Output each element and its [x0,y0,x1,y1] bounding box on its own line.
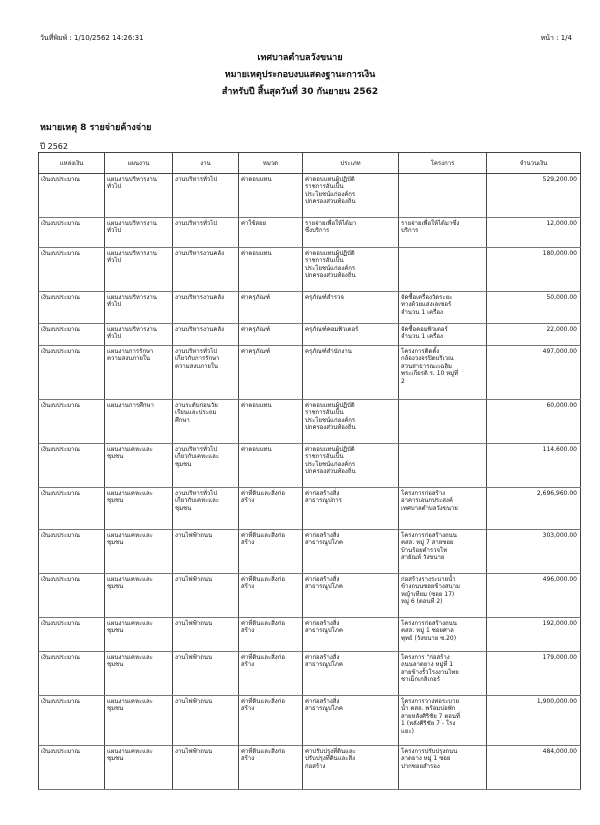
type-cell: ค่าตอบแทนผู้ปฏิบัติ ราชการอันเป็น ประโยชน์แก่องค์กร ปกครองส่วนท้องถิ่น [303,248,399,292]
table-row [39,530,581,574]
project-cell: โครงการก่อสร้างถนน คสล. หมู่ 7 สายซอย บ้านร้อยตำรวจโท สายัณห์ วังขนาย [399,530,487,574]
work-cell: งานไฟฟ้าถนน [173,652,239,696]
amount-cell: 180,000.00 [487,248,581,292]
column-header: แผนงาน [105,153,173,174]
amount-cell: 60,000.00 [487,400,581,444]
report-titles [0,50,600,101]
amount-cell: 114,600.00 [487,444,581,488]
page-bottom-edge [0,817,600,825]
source-cell: เงินงบประมาณ [39,488,105,530]
type-cell: ค่าตอบแทนผู้ปฏิบัติ ราชการอันเป็น ประโยชน์แก่องค์กร ปกครองส่วนท้องถิ่น [303,174,399,218]
plan-cell: แผนงานเคหะและ ชุมชน [105,746,173,790]
column-header: แหล่งเงิน [39,153,105,174]
year-label: ปี 2562 [40,142,68,151]
plan-cell: แผนงานเคหะและ ชุมชน [105,530,173,574]
column-header: จำนวนเงิน [487,153,581,174]
amount-cell: 179,000.00 [487,652,581,696]
category-cell: ค่าตอบแทน [239,400,303,444]
work-cell: งานบริหารทั่วไป [173,218,239,248]
plan-cell: แผนงานบริหารงาน ทั่วไป [105,174,173,218]
category-cell: ค่าครุภัณฑ์ [239,324,303,346]
plan-cell: แผนงานบริหารงาน ทั่วไป [105,248,173,292]
type-cell: ค่าก่อสร้างสิ่ง สาธารณูปโภค [303,652,399,696]
table-row [39,324,581,346]
work-cell: งานบริหารทั่วไป เกี่ยวกับการรักษา ความสงบภายใน [173,346,239,400]
source-cell: เงินงบประมาณ [39,324,105,346]
period-title: สำหรับปี สิ้นสุดวันที่ 30 กันยายน 2562 [221,87,379,97]
table-row [39,248,581,292]
type-cell: ครุภัณฑ์คอมพิวเตอร์ [303,324,399,346]
table-row [39,444,581,488]
amount-cell: 497,000.00 [487,346,581,400]
source-cell: เงินงบประมาณ [39,346,105,400]
category-cell: ค่าใช้สอย [239,218,303,248]
table-row [39,488,581,530]
category-cell: ค่าที่ดินและสิ่งก่อ สร้าง [239,530,303,574]
type-cell: ค่าก่อสร้างสิ่ง สาธารณูปโภค [303,618,399,652]
table-body [39,174,581,790]
page-number: หน้า : 1/4 [540,34,572,42]
table-row [39,746,581,790]
type-cell: ค่าก่อสร้างสิ่ง สาธารณูปโภค [303,530,399,574]
work-cell: งานบริหารงานคลัง [173,248,239,292]
work-cell: งานบริหารทั่วไป เกี่ยวกับเคหะและ ชุมชน [173,488,239,530]
source-cell: เงินงบประมาณ [39,444,105,488]
table-row [39,346,581,400]
work-cell: งานไฟฟ้าถนน [173,696,239,746]
column-header: ประเภท [303,153,399,174]
table-row [39,574,581,618]
source-cell: เงินงบประมาณ [39,248,105,292]
work-cell: งานบริหารทั่วไป [173,174,239,218]
category-cell: ค่าที่ดินและสิ่งก่อ สร้าง [239,574,303,618]
plan-cell: แผนงานเคหะและ ชุมชน [105,488,173,530]
category-cell: ค่าตอบแทน [239,174,303,218]
work-cell: งานไฟฟ้าถนน [173,530,239,574]
table-row [39,652,581,696]
category-cell: ค่าตอบแทน [239,248,303,292]
table-row [39,218,581,248]
type-cell: ค่าก่อสร้างสิ่ง สาธารณูปโภค [303,574,399,618]
source-cell: เงินงบประมาณ [39,618,105,652]
project-cell: จัดซื้อเครื่องวัดระยะ ทางด้วยแสงเลเซอร์ จำนวน 1 เครื่อง [399,292,487,324]
type-cell: ค่าก่อสร้างสิ่ง สาธารณูปการ [303,488,399,530]
plan-cell: แผนงานเคหะและ ชุมชน [105,652,173,696]
table-row [39,400,581,444]
plan-cell: แผนงานบริหารงาน ทั่วไป [105,292,173,324]
project-cell: โครงการก่อสร้างถนน คสล. หมู่ 1 ซอยศาล พุทธ์ (วังขนาย ซ.20) [399,618,487,652]
source-cell: เงินงบประมาณ [39,652,105,696]
plan-cell: แผนงานการรักษา ความสงบภายใน [105,346,173,400]
type-cell: ค่าก่อสร้างสิ่ง สาธารณูปโภค [303,696,399,746]
category-cell: ค่าที่ดินและสิ่งก่อ สร้าง [239,618,303,652]
project-cell: โครงการ "ก่อสร้าง ถนนลาดยาง หมู่ที่ 1 สายข้างรั้วโรงงานไทย ชาเม็กเกลิเกอร์ [399,652,487,696]
work-cell: งานบริหารงานคลัง [173,324,239,346]
project-cell: โครงการติดตั้ง กล้องวงจรปิดบริเวณ สวนสาธารณะเฉลิม พระเกียรติ ร. 10 หมู่ที่ 2 [399,346,487,400]
type-cell: ครุภัณฑ์สำนักงาน [303,346,399,400]
source-cell: เงินงบประมาณ [39,174,105,218]
project-cell [399,400,487,444]
source-cell: เงินงบประมาณ [39,746,105,790]
project-cell: โครงการวางท่อระบาย น้ำ คสล. พร้อมบ่อพัก สายหลังศิริชัย 7 ตอนที่ 1 (หลังศิริชัย 7 - โรง แยะ) [399,696,487,746]
plan-cell: แผนงานเคหะและ ชุมชน [105,618,173,652]
work-cell: งานไฟฟ้าถนน [173,574,239,618]
amount-cell: 22,000.00 [487,324,581,346]
print-date: วันที่พิมพ์ : 1/10/2562 14:26:31 [40,34,144,42]
table-row [39,696,581,746]
type-cell: ครุภัณฑ์สำรวจ [303,292,399,324]
category-cell: ค่าตอบแทน [239,444,303,488]
amount-cell: 192,000.00 [487,618,581,652]
table-row [39,174,581,218]
project-cell [399,444,487,488]
amount-cell: 2,696,960.00 [487,488,581,530]
amount-cell: 484,000.00 [487,746,581,790]
column-header: งาน [173,153,239,174]
type-cell: รายจ่ายเพื่อให้ได้มา ซึ่งบริการ [303,218,399,248]
category-cell: ค่าที่ดินและสิ่งก่อ สร้าง [239,652,303,696]
source-cell: เงินงบประมาณ [39,218,105,248]
plan-cell: แผนงานบริหารงาน ทั่วไป [105,218,173,248]
project-cell [399,248,487,292]
category-cell: ค่าที่ดินและสิ่งก่อ สร้าง [239,746,303,790]
type-cell: ค่าตอบแทนผู้ปฏิบัติ ราชการอันเป็น ประโยชน์แก่องค์กร ปกครองส่วนท้องถิ่น [303,400,399,444]
work-cell: งานระดับก่อนวัย เรียนและประถม ศึกษา [173,400,239,444]
report-title: หมายเหตุประกอบงบแสดงฐานะการเงิน [224,70,376,80]
category-cell: ค่าครุภัณฑ์ [239,292,303,324]
table-row [39,292,581,324]
amount-cell: 1,900,000.00 [487,696,581,746]
category-cell: ค่าครุภัณฑ์ [239,346,303,400]
amount-cell: 303,000.00 [487,530,581,574]
table-header-row [39,153,581,174]
plan-cell: แผนงานการศึกษา [105,400,173,444]
source-cell: เงินงบประมาณ [39,530,105,574]
source-cell: เงินงบประมาณ [39,574,105,618]
project-cell [399,174,487,218]
work-cell: งานบริหารทั่วไป เกี่ยวกับเคหะและ ชุมชน [173,444,239,488]
work-cell: งานไฟฟ้าถนน [173,618,239,652]
work-cell: งานบริหารงานคลัง [173,292,239,324]
project-cell: โครงการก่อสร้าง อาคารเอนกประสงค์ เทศบาลตำบลวังขนาย [399,488,487,530]
amount-cell: 529,200.00 [487,174,581,218]
project-cell: รายจ่ายเพื่อให้ได้มาซึ่ง บริการ [399,218,487,248]
category-cell: ค่าที่ดินและสิ่งก่อ สร้าง [239,488,303,530]
accrued-expenses-table [38,152,581,790]
type-cell: ค่าปรับปรุงที่ดินและ ปรับปรุงที่ดินและสิ่ง ก่อสร้าง [303,746,399,790]
table-row [39,618,581,652]
section-title: หมายเหตุ 8 รายจ่ายค้างจ่าย [40,123,152,133]
plan-cell: แผนงานเคหะและ ชุมชน [105,444,173,488]
project-cell: จัดซื้อคอมพิวเตอร์ จำนวน 1 เครื่อง [399,324,487,346]
source-cell: เงินงบประมาณ [39,292,105,324]
project-cell: โครงการปรับปรุงถนน ลาดยาง หมู่ 1 ซอย ปากซอยสำรอง [399,746,487,790]
project-cell: ก่อสร้างรางระบายน้ำ ข้างถนนซอยข้างสนาม หญ้าเทียม (ซอย 17) หมู่ 6 (ตอนที่ 2) [399,574,487,618]
plan-cell: แผนงานเคหะและ ชุมชน [105,574,173,618]
column-header: หมวด [239,153,303,174]
work-cell: งานไฟฟ้าถนน [173,746,239,790]
organization-title: เทศบาลตำบลวังขนาย [257,53,343,63]
plan-cell: แผนงานเคหะและ ชุมชน [105,696,173,746]
amount-cell: 496,000.00 [487,574,581,618]
type-cell: ค่าตอบแทนผู้ปฏิบัติ ราชการอันเป็น ประโยชน์แก่องค์กร ปกครองส่วนท้องถิ่น [303,444,399,488]
plan-cell: แผนงานบริหารงาน ทั่วไป [105,324,173,346]
amount-cell: 12,000.00 [487,218,581,248]
amount-cell: 50,000.00 [487,292,581,324]
source-cell: เงินงบประมาณ [39,696,105,746]
column-header: โครงการ [399,153,487,174]
category-cell: ค่าที่ดินและสิ่งก่อ สร้าง [239,696,303,746]
source-cell: เงินงบประมาณ [39,400,105,444]
